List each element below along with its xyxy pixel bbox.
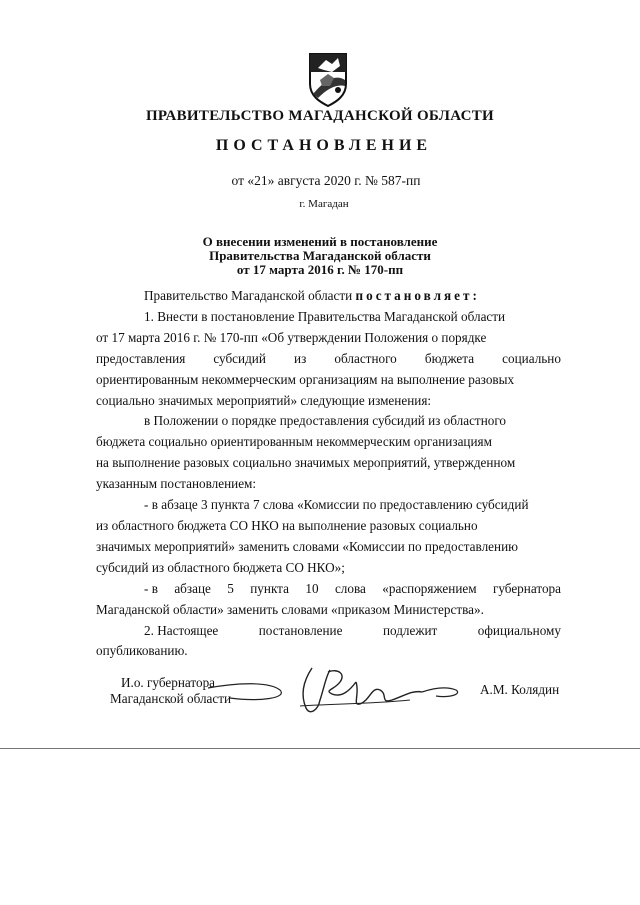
paragraph-1-line: 1. Внести в постановление Правительства Магаданской области — [144, 308, 506, 324]
paragraph-2-line: на выполнение разовых социально значимых мероприятий, утвержденном — [96, 455, 516, 471]
paragraph-3-line: значимых мероприятий» заменить словами «Комиссии по предоставлению — [96, 538, 518, 554]
paragraph-1-line: ориентированным некоммерческим организациям на выполнение разовых — [96, 371, 515, 387]
handwritten-signature-icon — [200, 660, 470, 720]
document-type: ПОСТАНОВЛЕНИЕ — [215, 137, 433, 154]
subject-line: Правительства Магаданской области — [209, 248, 431, 263]
coat-of-arms-icon — [304, 50, 352, 108]
paragraph-4-line: - в абзаце 5 пункта 10 слова «распоряжением губернатора — [144, 580, 561, 596]
paragraph-5-line: 2. Настоящее постановление подлежит официальному — [144, 622, 561, 638]
intro-text: Правительство Магаданской области — [144, 288, 353, 303]
paragraph-3-line: - в абзаце 3 пункта 7 слова «Комиссии по предоставлению субсидий — [144, 497, 529, 513]
paragraph-2-line: бюджета социально ориентированным некоммерческим организациям — [96, 434, 492, 450]
government-name: ПРАВИТЕЛЬСТВО МАГАДАНСКОЙ ОБЛАСТИ — [145, 108, 495, 124]
page-divider — [0, 748, 640, 749]
paragraph-4-line: Магаданской области» заменить словами «приказом Министерства». — [96, 601, 484, 617]
paragraph-1-line: от 17 марта 2016 г. № 170-пп «Об утверждении Положения о порядке — [96, 329, 487, 345]
paragraph-3-line: субсидий из областного бюджета СО НКО»; — [96, 559, 345, 575]
paragraph-2-line: в Положении о порядке предоставления субсидий из областного — [144, 413, 507, 429]
paragraph-5-line: опубликованию. — [96, 643, 188, 659]
paragraph-1-line: предоставления субсидий из областного бюджета социально — [96, 350, 561, 366]
paragraph-1-line: социально значимых мероприятий» следующие изменения: — [96, 392, 432, 408]
document-body — [96, 286, 561, 662]
document-city: г. Магадан — [299, 198, 349, 210]
subject-line: О внесении изменений в постановление — [202, 234, 438, 249]
signatory-name: А.М. Колядин — [480, 682, 560, 697]
intro-line — [96, 286, 561, 307]
intro-verb: постановляет: — [355, 288, 480, 303]
paragraph-3-line: из областного бюджета СО НКО на выполнение разовых социально — [96, 517, 478, 533]
document-date-number: от «21» августа 2020 г. № 587-пп — [231, 173, 421, 188]
paragraph-2-line: указанным постановлением: — [96, 476, 257, 492]
document-subject — [0, 235, 640, 277]
signatory-title: И.о. губернатора Магаданской области — [110, 675, 232, 706]
subject-line: от 17 марта 2016 г. № 170-пп — [236, 262, 404, 277]
